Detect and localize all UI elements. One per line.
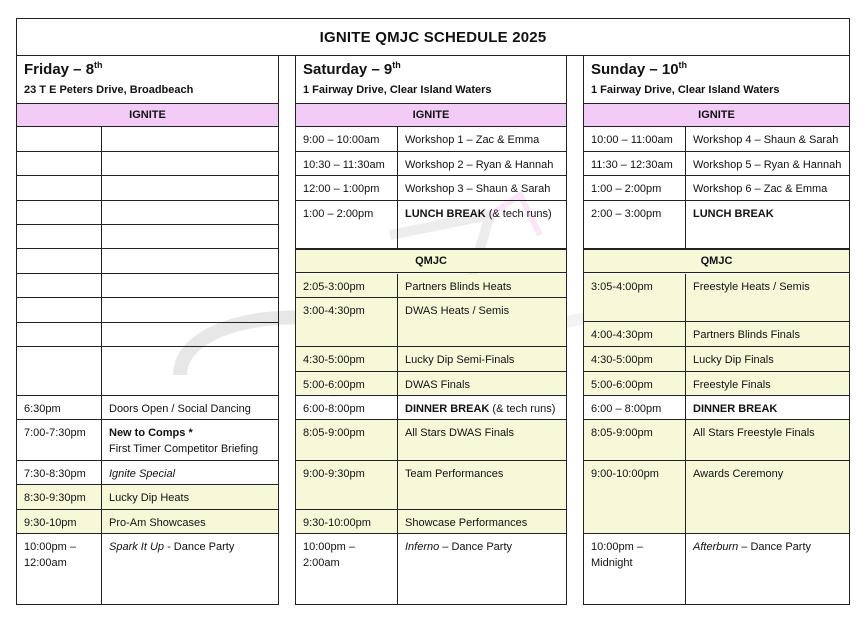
event-cell: Team Performances [405, 468, 504, 480]
event-cell: Showcase Performances [405, 517, 528, 529]
event-cell: DWAS Finals [405, 379, 470, 391]
table-row [584, 152, 849, 176]
table-row [296, 127, 566, 152]
table-row [296, 396, 566, 420]
table-row [584, 534, 849, 604]
time-cell: 8:30-9:30pm [17, 485, 102, 509]
table-row [584, 201, 849, 249]
time-cell: 6:30pm [17, 396, 102, 419]
time-cell: 6:00-8:00pm [296, 396, 398, 419]
table-row [296, 274, 566, 298]
event-cell: DINNER BREAK (& tech runs) [405, 403, 556, 415]
event-cell: LUNCH BREAK [693, 208, 774, 220]
event-cell: Lucky Dip Heats [109, 492, 190, 504]
table-row [17, 225, 278, 249]
time-cell: 1:00 – 2:00pm [584, 176, 686, 200]
event-cell: Pro-Am Showcases [109, 517, 206, 529]
sunday-qmjc-band: QMJC [584, 249, 849, 273]
table-row [296, 510, 566, 534]
table-row [17, 534, 278, 604]
event-cell: Inferno – Dance Party [405, 541, 513, 553]
time-cell: 9:00-9:30pm [296, 461, 398, 509]
event-cell: Freestyle Heats / Semis [693, 281, 810, 293]
table-row [584, 396, 849, 420]
time-cell: 1:00 – 2:00pm [296, 201, 398, 248]
table-row [17, 201, 278, 225]
table-row [584, 420, 849, 461]
event-cell: New to Comps * First Timer Competitor Briefing [109, 427, 259, 455]
saturday-column [295, 55, 567, 605]
time-cell: 12:00 – 1:00pm [296, 176, 398, 200]
event-cell: Workshop 4 – Shaun & Sarah [693, 134, 839, 146]
event-cell: Doors Open / Social Dancing [109, 403, 251, 415]
table-row [17, 274, 278, 298]
table-row [296, 372, 566, 396]
table-row [17, 298, 278, 323]
time-cell: 2:05-3:00pm [296, 274, 398, 297]
sunday-address: 1 Fairway Drive, Clear Island Waters [591, 84, 780, 96]
time-cell: 7:30-8:30pm [17, 461, 102, 484]
time-cell: 10:00pm – 12:00am [17, 534, 102, 604]
sunday-column [583, 55, 850, 605]
time-cell: 2:00 – 3:00pm [584, 201, 686, 248]
friday-address: 23 T E Peters Drive, Broadbeach [24, 84, 194, 96]
event-cell: DINNER BREAK [693, 403, 778, 415]
event-cell: DWAS Heats / Semis [405, 305, 510, 317]
event-cell: Lucky Dip Semi-Finals [405, 354, 515, 366]
table-row [17, 347, 278, 396]
time-cell: 10:00pm – Midnight [584, 534, 686, 604]
time-cell: 7:00-7:30pm [17, 420, 102, 460]
table-row [17, 485, 278, 510]
event-cell: Freestyle Finals [693, 379, 771, 391]
event-cell: Lucky Dip Finals [693, 354, 774, 366]
table-row [584, 274, 849, 322]
friday-column [16, 55, 279, 605]
time-cell: 9:30-10pm [17, 510, 102, 533]
time-cell: 10:30 – 11:30am [296, 152, 398, 175]
table-row [17, 176, 278, 201]
time-cell: 9:30-10:00pm [296, 510, 398, 533]
table-row [584, 372, 849, 396]
table-row [17, 323, 278, 347]
time-cell: 11:30 – 12:30am [584, 152, 686, 175]
time-cell: 4:00-4:30pm [584, 322, 686, 346]
sunday-header [584, 56, 849, 104]
table-row [296, 461, 566, 510]
table-row [296, 201, 566, 249]
time-cell: 4:30-5:00pm [584, 347, 686, 371]
sunday-day: Sunday – 10th [591, 60, 688, 78]
table-row [296, 420, 566, 461]
friday-ignite-band: IGNITE [17, 103, 278, 127]
table-row [17, 420, 278, 461]
table-row [296, 152, 566, 176]
event-cell: Workshop 6 – Zac & Emma [693, 183, 828, 195]
table-row [17, 396, 278, 420]
table-row [296, 176, 566, 201]
table-row [17, 127, 278, 152]
table-row [17, 461, 278, 485]
table-row [17, 152, 278, 176]
saturday-qmjc-band: QMJC [296, 249, 566, 273]
time-cell: 3:00-4:30pm [296, 298, 398, 346]
event-cell: Awards Ceremony [693, 468, 784, 480]
saturday-address: 1 Fairway Drive, Clear Island Waters [303, 84, 492, 96]
event-cell: All Stars Freestyle Finals [693, 427, 815, 439]
page-title: IGNITE QMJC SCHEDULE 2025 [16, 18, 850, 56]
table-row [17, 510, 278, 534]
sunday-ignite-band: IGNITE [584, 103, 849, 127]
time-cell: 4:30-5:00pm [296, 347, 398, 371]
event-cell: All Stars DWAS Finals [405, 427, 515, 439]
event-cell: Ignite Special [109, 468, 176, 480]
time-cell: 10:00 – 11:00am [584, 127, 686, 151]
event-cell: Workshop 1 – Zac & Emma [405, 134, 540, 146]
table-row [584, 461, 849, 534]
saturday-ignite-band: IGNITE [296, 103, 566, 127]
friday-day: Friday – 8th [24, 60, 103, 78]
saturday-header [296, 56, 566, 104]
table-row [17, 249, 278, 274]
table-row [296, 298, 566, 347]
time-cell: 10:00pm – 2:00am [296, 534, 398, 604]
event-cell: Afterburn – Dance Party [693, 541, 812, 553]
friday-header [17, 56, 278, 104]
event-cell: Workshop 2 – Ryan & Hannah [405, 159, 554, 171]
table-row [584, 127, 849, 152]
time-cell: 9:00-10:00pm [584, 461, 686, 533]
table-row [584, 176, 849, 201]
event-cell: Workshop 5 – Ryan & Hannah [693, 159, 842, 171]
time-cell: 5:00-6:00pm [584, 372, 686, 395]
event-cell: Workshop 3 – Shaun & Sarah [405, 183, 551, 195]
table-row [296, 347, 566, 372]
time-cell: 9:00 – 10:00am [296, 127, 398, 151]
time-cell: 8:05-9:00pm [296, 420, 398, 460]
event-cell: Spark It Up - Dance Party [109, 541, 235, 553]
table-row [584, 347, 849, 372]
time-cell: 5:00-6:00pm [296, 372, 398, 395]
time-cell: 6:00 – 8:00pm [584, 396, 686, 419]
event-cell: LUNCH BREAK (& tech runs) [405, 208, 552, 220]
table-row [584, 322, 849, 347]
saturday-day: Saturday – 9th [303, 60, 401, 78]
event-cell: Partners Blinds Heats [405, 281, 512, 293]
table-row [296, 534, 566, 604]
event-cell: Partners Blinds Finals [693, 329, 800, 341]
time-cell: 3:05-4:00pm [584, 274, 686, 321]
time-cell: 8:05-9:00pm [584, 420, 686, 460]
